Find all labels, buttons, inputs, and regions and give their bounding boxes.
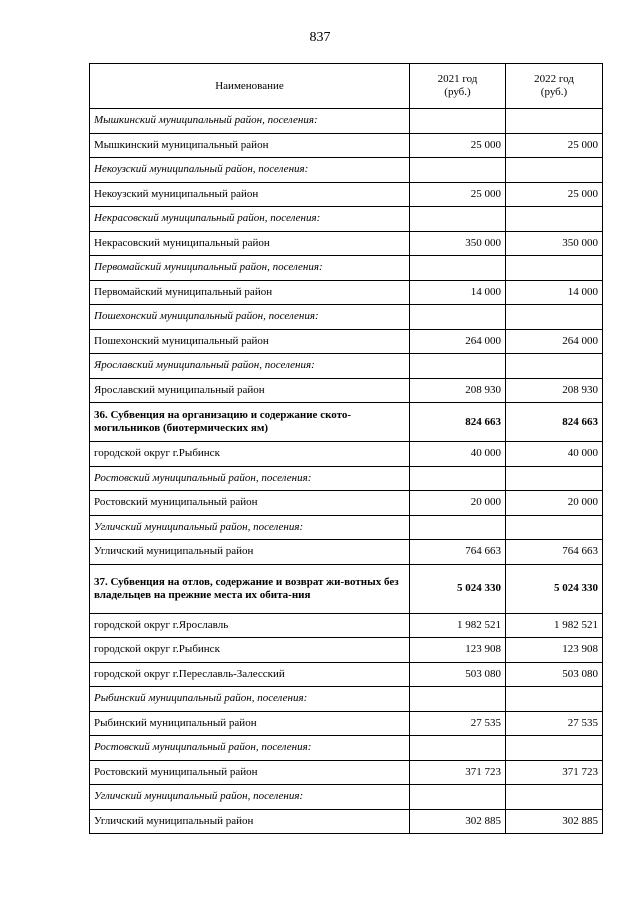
value-2022 [506,207,603,232]
table-row [90,760,603,785]
value-2021: 371 723 [410,760,506,785]
value-2021 [410,687,506,712]
value-2021 [410,466,506,491]
row-name: городской округ г.Ярославль [90,613,410,638]
row-name: Ростовский муниципальный район, поселения: [90,736,410,761]
row-name: Некрасовский муниципальный район, поселения: [90,207,410,232]
value-2021: 764 663 [410,540,506,565]
value-2022: 14 000 [506,280,603,305]
header-2022-text: 2022 год (руб.) [534,73,574,98]
header-2021 [410,64,506,109]
header-2022 [506,64,603,109]
value-2021: 27 535 [410,711,506,736]
value-2021 [410,305,506,330]
row-name: Некоузский муниципальный район, поселения: [90,158,410,183]
value-2022 [506,785,603,810]
row-name: Угличский муниципальный район, поселения: [90,515,410,540]
value-2021: 40 000 [410,442,506,467]
value-2022 [506,256,603,281]
header-2021-text: 2021 год (руб.) [437,73,478,98]
value-2022: 123 908 [506,638,603,663]
table-row [90,809,603,834]
row-name: Ярославский муниципальный район [90,378,410,403]
row-name: Угличский муниципальный район [90,809,410,834]
row-name: 36. Субвенция на организацию и содержание ското-могильников (биотермических ям) [90,403,410,442]
section-row [90,515,603,540]
value-2021 [410,256,506,281]
row-name: Ростовский муниципальный район [90,760,410,785]
section-row [90,687,603,712]
row-name: Ярославский муниципальный район, поселения: [90,354,410,379]
section-row [90,305,603,330]
section-row [90,207,603,232]
row-name: городской округ г.Рыбинск [90,638,410,663]
value-2021 [410,354,506,379]
row-name: Ростовский муниципальный район [90,491,410,516]
row-name: Пошехонский муниципальный район, поселения: [90,305,410,330]
value-2022: 5 024 330 [506,564,603,613]
value-2021 [410,736,506,761]
value-2022: 764 663 [506,540,603,565]
value-2022: 20 000 [506,491,603,516]
table-row [90,540,603,565]
value-2022: 40 000 [506,442,603,467]
table-row [90,442,603,467]
value-2022 [506,466,603,491]
row-name: Мышкинский муниципальный район, поселения: [90,109,410,134]
value-2021: 25 000 [410,182,506,207]
section-row [90,354,603,379]
table-row [90,133,603,158]
value-2022 [506,354,603,379]
page-number: 837 [309,30,331,45]
table-row [90,378,603,403]
value-2022: 371 723 [506,760,603,785]
value-2021: 5 024 330 [410,564,506,613]
value-2022: 25 000 [506,133,603,158]
row-name: Угличский муниципальный район, поселения: [90,785,410,810]
section-row [90,785,603,810]
table-row [90,711,603,736]
value-2022 [506,109,603,134]
value-2021 [410,515,506,540]
row-name: Некоузский муниципальный район [90,182,410,207]
table-row [90,329,603,354]
row-name: Рыбинский муниципальный район [90,711,410,736]
value-2021: 14 000 [410,280,506,305]
table-row [90,638,603,663]
value-2022 [506,515,603,540]
row-name: Мышкинский муниципальный район [90,133,410,158]
value-2022: 1 982 521 [506,613,603,638]
value-2022: 302 885 [506,809,603,834]
table-row [90,182,603,207]
value-2021: 302 885 [410,809,506,834]
row-name: Угличский муниципальный район [90,540,410,565]
value-2021: 824 663 [410,403,506,442]
value-2022: 27 535 [506,711,603,736]
table-row [90,280,603,305]
section-row [90,256,603,281]
value-2021: 20 000 [410,491,506,516]
value-2022 [506,736,603,761]
subvention-row [90,403,603,442]
value-2021: 350 000 [410,231,506,256]
section-row [90,736,603,761]
value-2022: 350 000 [506,231,603,256]
value-2022: 503 080 [506,662,603,687]
table-row [90,491,603,516]
value-2022 [506,687,603,712]
value-2021 [410,785,506,810]
value-2022 [506,305,603,330]
row-name: Некрасовский муниципальный район [90,231,410,256]
table-row [90,231,603,256]
section-row [90,158,603,183]
value-2021: 25 000 [410,133,506,158]
header-name: Наименование [90,64,410,109]
value-2022: 208 930 [506,378,603,403]
row-name: Ростовский муниципальный район, поселения: [90,466,410,491]
section-row [90,466,603,491]
section-row [90,109,603,134]
budget-table [89,63,603,834]
table-row [90,613,603,638]
value-2021: 503 080 [410,662,506,687]
value-2021 [410,109,506,134]
table-body [90,109,603,834]
value-2021: 264 000 [410,329,506,354]
subvention-row [90,564,603,613]
row-name: Первомайский муниципальный район [90,280,410,305]
row-name: городской округ г.Переславль-Залесский [90,662,410,687]
row-name: Первомайский муниципальный район, поселения: [90,256,410,281]
value-2021: 1 982 521 [410,613,506,638]
value-2022 [506,158,603,183]
value-2022: 25 000 [506,182,603,207]
table-row [90,662,603,687]
row-name: Рыбинский муниципальный район, поселения: [90,687,410,712]
row-name: 37. Субвенция на отлов, содержание и возврат жи-вотных без владельцев на прежние места их обита-ния [90,564,410,613]
row-name: Пошехонский муниципальный район [90,329,410,354]
value-2021 [410,158,506,183]
value-2022: 824 663 [506,403,603,442]
value-2022: 264 000 [506,329,603,354]
value-2021: 208 930 [410,378,506,403]
row-name: городской округ г.Рыбинск [90,442,410,467]
value-2021: 123 908 [410,638,506,663]
table-header-row [90,64,603,109]
value-2021 [410,207,506,232]
